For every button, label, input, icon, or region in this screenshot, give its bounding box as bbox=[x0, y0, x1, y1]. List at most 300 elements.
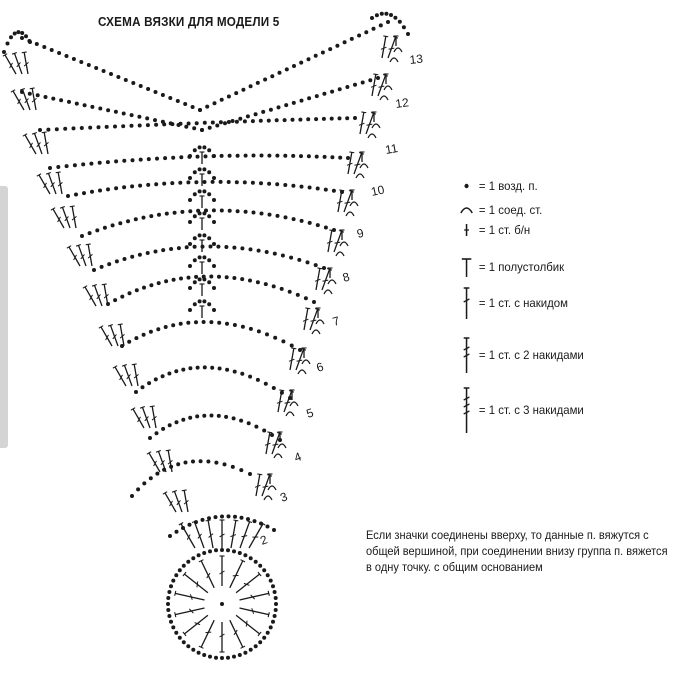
chain-arc bbox=[289, 256, 293, 260]
chain-arc bbox=[248, 472, 252, 476]
chain-arc bbox=[63, 127, 67, 131]
chain-arc bbox=[146, 251, 150, 255]
chain-arc bbox=[149, 214, 153, 218]
chain-arc bbox=[314, 263, 318, 267]
ring-chain bbox=[174, 573, 178, 577]
chain-arc bbox=[111, 223, 115, 227]
chain-arc bbox=[113, 125, 117, 129]
chain-row bbox=[353, 83, 357, 87]
chain-arc bbox=[244, 154, 248, 158]
chain-row bbox=[307, 57, 311, 61]
chain-arc bbox=[402, 25, 406, 29]
legend-item-slip bbox=[458, 202, 542, 218]
chain-arc bbox=[105, 125, 109, 129]
chain-arc bbox=[217, 414, 221, 418]
center-loop bbox=[207, 280, 211, 284]
chain-row bbox=[42, 45, 46, 49]
chain-arc bbox=[322, 117, 326, 121]
chain-arc bbox=[248, 279, 252, 283]
chain-arc bbox=[127, 340, 131, 344]
chain-arc bbox=[138, 124, 142, 128]
ring-chain bbox=[273, 614, 277, 618]
row-number-8: 8 bbox=[340, 269, 352, 285]
ring-chain bbox=[214, 548, 218, 552]
chain-arc bbox=[291, 118, 295, 122]
center-loop bbox=[207, 148, 211, 152]
chain-arc bbox=[122, 159, 126, 163]
chain-arc bbox=[169, 247, 173, 251]
chain-arc bbox=[267, 182, 271, 186]
chain-row bbox=[364, 30, 368, 34]
chain-arc bbox=[168, 534, 172, 538]
chain-arc bbox=[312, 300, 316, 304]
row-number-5: 5 bbox=[304, 405, 316, 421]
chain-arc bbox=[209, 245, 213, 249]
chain-arc bbox=[66, 194, 70, 198]
chain-row bbox=[278, 71, 282, 75]
chain-arc bbox=[138, 253, 142, 257]
chain-row bbox=[372, 27, 376, 31]
chain-row bbox=[102, 69, 106, 73]
chain-row bbox=[234, 91, 238, 95]
edge-stitch bbox=[56, 172, 65, 195]
ring-chain bbox=[191, 556, 195, 560]
chain-arc bbox=[161, 427, 165, 431]
chain-arc bbox=[181, 418, 185, 422]
ring-stitch bbox=[175, 606, 205, 618]
chain-arc bbox=[178, 181, 182, 185]
ring-chain bbox=[243, 651, 247, 655]
chain-arc bbox=[306, 117, 310, 121]
chain-arc bbox=[168, 423, 172, 427]
chain-row bbox=[124, 78, 128, 82]
edge-stitch bbox=[86, 244, 95, 267]
chain-arc bbox=[345, 116, 349, 120]
chain-row bbox=[28, 92, 32, 96]
chain-arc bbox=[148, 436, 152, 440]
chain-row bbox=[386, 20, 390, 24]
chain-arc bbox=[115, 259, 119, 263]
chain-row bbox=[51, 97, 55, 101]
ring-chain bbox=[271, 620, 275, 624]
center-loop bbox=[193, 302, 197, 306]
chain-arc bbox=[187, 122, 191, 126]
ring-chain bbox=[273, 590, 277, 594]
chain-arc bbox=[249, 247, 253, 251]
ring-chain bbox=[274, 602, 278, 606]
legend-item-half bbox=[458, 256, 564, 278]
ring-chain bbox=[208, 655, 212, 659]
center-loop bbox=[202, 255, 206, 259]
ring-stitch bbox=[183, 572, 210, 595]
chain-arc bbox=[179, 322, 183, 326]
chain-arc bbox=[123, 257, 127, 261]
center-loop bbox=[198, 145, 202, 149]
ring-stitch bbox=[199, 560, 217, 589]
edge-stitch bbox=[254, 474, 263, 497]
chain-arc bbox=[256, 378, 260, 382]
chain-arc bbox=[154, 123, 158, 127]
edge-stitch bbox=[42, 132, 51, 155]
chain-arc bbox=[154, 182, 158, 186]
chain-arc bbox=[236, 154, 240, 158]
center-loop bbox=[188, 286, 192, 290]
center-loop bbox=[188, 198, 192, 202]
slip-arc bbox=[324, 290, 332, 294]
chain-row bbox=[50, 48, 54, 52]
center-stitch bbox=[200, 174, 205, 186]
row-number-10: 10 bbox=[369, 182, 386, 199]
ring-stitch bbox=[239, 591, 269, 603]
chain-arc bbox=[232, 246, 236, 250]
chain-row bbox=[321, 51, 325, 55]
chain-row bbox=[137, 115, 141, 119]
ring-stitch bbox=[220, 622, 225, 652]
chain-arc bbox=[186, 321, 190, 325]
chain-row bbox=[87, 63, 91, 67]
ring-chain bbox=[167, 614, 171, 618]
chain-arc bbox=[98, 161, 102, 165]
chain-row bbox=[205, 105, 209, 109]
chain-arc bbox=[138, 184, 142, 188]
chain-arc bbox=[128, 291, 132, 295]
chain-arc bbox=[233, 323, 237, 327]
chain-arc bbox=[244, 210, 248, 214]
chain-arc bbox=[188, 366, 192, 370]
chain-arc bbox=[194, 180, 198, 184]
slip-arc bbox=[372, 124, 380, 128]
chain-row bbox=[307, 96, 311, 100]
ring-chain bbox=[258, 640, 262, 644]
chain-arc bbox=[16, 30, 20, 34]
center-loop bbox=[207, 236, 211, 240]
chain-arc bbox=[253, 519, 257, 523]
edge-stitch bbox=[302, 308, 311, 331]
chain-arc bbox=[247, 421, 251, 425]
chain-arc bbox=[219, 120, 223, 124]
center-loop bbox=[193, 214, 197, 218]
row-number-4: 4 bbox=[292, 449, 304, 465]
chain-arc bbox=[203, 180, 207, 184]
center-loop bbox=[193, 236, 197, 240]
chain-row bbox=[368, 78, 372, 82]
chain-arc bbox=[241, 325, 245, 329]
chain-row bbox=[192, 126, 196, 130]
center-loop bbox=[188, 242, 192, 246]
chain-row bbox=[299, 61, 303, 65]
chain-arc bbox=[106, 187, 110, 191]
ring-chain bbox=[174, 631, 178, 635]
chain-arc bbox=[171, 323, 175, 327]
center-loop bbox=[188, 308, 192, 312]
chain-row bbox=[215, 124, 219, 128]
chain-arc bbox=[290, 344, 294, 348]
center-stitch bbox=[200, 196, 205, 208]
slip-arc bbox=[384, 86, 392, 90]
chain-arc bbox=[239, 419, 243, 423]
chain-row bbox=[330, 90, 334, 94]
chain-arc bbox=[243, 119, 247, 123]
slip-stitch-icon bbox=[458, 202, 475, 218]
center-loop bbox=[188, 264, 192, 268]
chain-arc bbox=[162, 122, 166, 126]
chain-arc bbox=[130, 184, 134, 188]
ring-chain bbox=[266, 573, 270, 577]
chain-arc bbox=[228, 209, 232, 213]
chain-arc bbox=[233, 515, 237, 519]
chain-arc bbox=[65, 164, 69, 168]
chain-row bbox=[139, 84, 143, 88]
ring-chain bbox=[258, 564, 262, 568]
chain-arc bbox=[265, 332, 269, 336]
chain-arc bbox=[48, 166, 52, 170]
chain-arc bbox=[154, 377, 158, 381]
chain-arc bbox=[264, 282, 268, 286]
center-loop bbox=[188, 154, 192, 158]
chain-row bbox=[284, 103, 288, 107]
chain-arc bbox=[283, 154, 287, 158]
chain-arc bbox=[165, 212, 169, 216]
edge-stitch bbox=[70, 206, 79, 229]
chain-arc bbox=[56, 165, 60, 169]
chain-arc bbox=[185, 245, 189, 249]
edge-stitch bbox=[326, 230, 335, 253]
chain-row bbox=[300, 99, 304, 103]
legend-item-dtreble bbox=[458, 386, 584, 434]
chain-arc bbox=[217, 321, 221, 325]
chain-arc bbox=[330, 117, 334, 121]
chain-arc bbox=[268, 213, 272, 217]
row-number-13: 13 bbox=[408, 51, 424, 67]
chain-arc bbox=[220, 209, 224, 213]
chain-arc bbox=[240, 277, 244, 281]
center-loop bbox=[202, 277, 206, 281]
chain-row bbox=[220, 98, 224, 102]
chain-arc bbox=[141, 385, 145, 389]
chain-row bbox=[328, 47, 332, 51]
ring-chain bbox=[167, 590, 171, 594]
chain-arc bbox=[224, 415, 228, 419]
chain-arc bbox=[74, 193, 78, 197]
center-loop bbox=[193, 280, 197, 284]
chain-arc bbox=[232, 416, 236, 420]
chain-arc bbox=[149, 330, 153, 334]
legend-item-single bbox=[458, 222, 530, 238]
chain-arc bbox=[20, 31, 24, 35]
chain-arc bbox=[120, 295, 124, 299]
chain-arc bbox=[338, 156, 342, 160]
chain-arc bbox=[298, 118, 302, 122]
chain-arc bbox=[161, 248, 165, 252]
ring-chain bbox=[226, 656, 230, 660]
chain-arc bbox=[272, 386, 276, 390]
chain-arc bbox=[147, 157, 151, 161]
center-loop bbox=[212, 154, 216, 158]
slip-arc bbox=[274, 454, 282, 458]
chain-arc bbox=[308, 186, 312, 190]
chain-row bbox=[376, 76, 380, 80]
ring-center bbox=[220, 602, 224, 606]
chain-row bbox=[208, 126, 212, 130]
chain-arc bbox=[272, 528, 276, 532]
chain-arc bbox=[254, 425, 258, 429]
chain-arc bbox=[88, 126, 92, 130]
chain-arc bbox=[288, 290, 292, 294]
chain-arc bbox=[218, 367, 222, 371]
chain-row bbox=[361, 81, 365, 85]
chain-arc bbox=[206, 460, 210, 464]
chain-arc bbox=[246, 517, 250, 521]
chain-arc bbox=[214, 461, 218, 465]
edge-stitch bbox=[380, 36, 389, 59]
chain-arc bbox=[46, 128, 50, 132]
chain-arc bbox=[304, 296, 308, 300]
chain-arc bbox=[161, 374, 165, 378]
chain-arc bbox=[275, 182, 279, 186]
chain-row bbox=[343, 40, 347, 44]
chain-arc bbox=[55, 127, 59, 131]
ring-stitch bbox=[228, 560, 246, 589]
chain-arc bbox=[338, 116, 342, 120]
ring-chain bbox=[166, 608, 170, 612]
center-loop bbox=[212, 176, 216, 180]
chain-row bbox=[106, 108, 110, 112]
chain-arc bbox=[232, 276, 236, 280]
chain-row bbox=[153, 118, 157, 122]
ring-chain bbox=[269, 579, 273, 583]
chain-arc bbox=[217, 275, 221, 279]
chain-arc bbox=[307, 154, 311, 158]
chain-arc bbox=[194, 320, 198, 324]
ring-chain bbox=[238, 653, 242, 657]
ring-chain bbox=[249, 556, 253, 560]
slip-arc bbox=[350, 202, 358, 206]
row-number-12: 12 bbox=[394, 95, 410, 111]
slip-arc bbox=[340, 242, 348, 246]
chain-arc bbox=[199, 459, 203, 463]
double-treble-crochet-icon bbox=[458, 386, 475, 434]
chain-arc bbox=[100, 265, 104, 269]
chain-arc bbox=[155, 431, 159, 435]
chain-row bbox=[256, 81, 260, 85]
center-loop bbox=[188, 176, 192, 180]
chain-row bbox=[183, 102, 187, 106]
chain-arc bbox=[170, 122, 174, 126]
chain-arc bbox=[314, 117, 318, 121]
chain-arc bbox=[264, 382, 268, 386]
chain-arc bbox=[38, 128, 42, 132]
chain-arc bbox=[256, 280, 260, 284]
chain-row bbox=[322, 92, 326, 96]
chain-arc bbox=[214, 515, 218, 519]
chain-row bbox=[198, 108, 202, 112]
chain-arc bbox=[406, 32, 410, 36]
chain-arc bbox=[227, 120, 231, 124]
edge-stitch bbox=[166, 450, 175, 473]
ring-chain bbox=[269, 625, 273, 629]
chain-arc bbox=[81, 162, 85, 166]
ring-chain bbox=[169, 584, 173, 588]
ring-chain bbox=[274, 608, 278, 612]
chain-arc bbox=[202, 320, 206, 324]
center-stitch bbox=[200, 284, 205, 296]
ring-stitch bbox=[228, 619, 246, 648]
chain-arc bbox=[252, 154, 256, 158]
chain-arc bbox=[103, 226, 107, 230]
legend-label-chain: = 1 возд. п. bbox=[478, 179, 538, 193]
ring-chain bbox=[178, 568, 182, 572]
chain-arc bbox=[239, 468, 243, 472]
treble-crochet-icon bbox=[458, 336, 475, 374]
row-number-3: 3 bbox=[278, 489, 290, 505]
chain-arc bbox=[292, 217, 296, 221]
chain-row bbox=[94, 66, 98, 70]
chain-arc bbox=[97, 125, 101, 129]
chain-arc bbox=[281, 339, 285, 343]
ring-chain bbox=[238, 551, 242, 555]
chain-row bbox=[67, 100, 71, 104]
ring-chain bbox=[191, 648, 195, 652]
slip-arc bbox=[380, 96, 388, 100]
ring-chain bbox=[197, 553, 201, 557]
chain-arc bbox=[281, 254, 285, 258]
slip-arc bbox=[346, 212, 354, 216]
chain-arc bbox=[170, 181, 174, 185]
chain-arc bbox=[98, 189, 102, 193]
chain-arc bbox=[196, 155, 200, 159]
chain-arc bbox=[280, 287, 284, 291]
chain-arc bbox=[260, 154, 264, 158]
fan-stitch bbox=[206, 520, 216, 548]
instruction-note: Если значки соединены вверху, то данные п. вяжутся с общей вершиной, при соединении внизу группа п. вяжется в одну точку. с общим основанием bbox=[366, 528, 668, 574]
chain-arc bbox=[188, 416, 192, 420]
chain-row bbox=[292, 64, 296, 68]
chain-row bbox=[146, 87, 150, 91]
slip-arc bbox=[312, 330, 320, 334]
chain-row bbox=[261, 110, 265, 114]
chain-arc bbox=[107, 262, 111, 266]
ring-chain bbox=[208, 549, 212, 553]
ring-chain bbox=[232, 655, 236, 659]
fan-stitch bbox=[220, 520, 225, 548]
chain-row bbox=[191, 105, 195, 109]
chain-arc bbox=[118, 221, 122, 225]
chain-arc bbox=[157, 213, 161, 217]
chain-arc bbox=[114, 159, 118, 163]
chain-arc bbox=[259, 181, 263, 185]
chain-arc bbox=[184, 461, 188, 465]
chain-arc bbox=[9, 35, 13, 39]
ring-chain bbox=[232, 549, 236, 553]
ring-chain bbox=[254, 560, 258, 564]
chain-row bbox=[130, 113, 134, 117]
ring-chain bbox=[220, 548, 224, 552]
chain-row bbox=[231, 119, 235, 123]
chain-arc bbox=[267, 154, 271, 158]
chain-arc bbox=[260, 212, 264, 216]
chain-arc bbox=[80, 234, 84, 238]
center-loop bbox=[193, 258, 197, 262]
chain-arc bbox=[209, 320, 213, 324]
ring-chain bbox=[202, 653, 206, 657]
chain-arc bbox=[291, 184, 295, 188]
center-loop bbox=[198, 167, 202, 171]
chain-row bbox=[161, 93, 165, 97]
slip-arc bbox=[290, 402, 298, 406]
chain-arc bbox=[323, 155, 327, 159]
edge-stitch bbox=[30, 88, 39, 111]
center-loop bbox=[207, 170, 211, 174]
